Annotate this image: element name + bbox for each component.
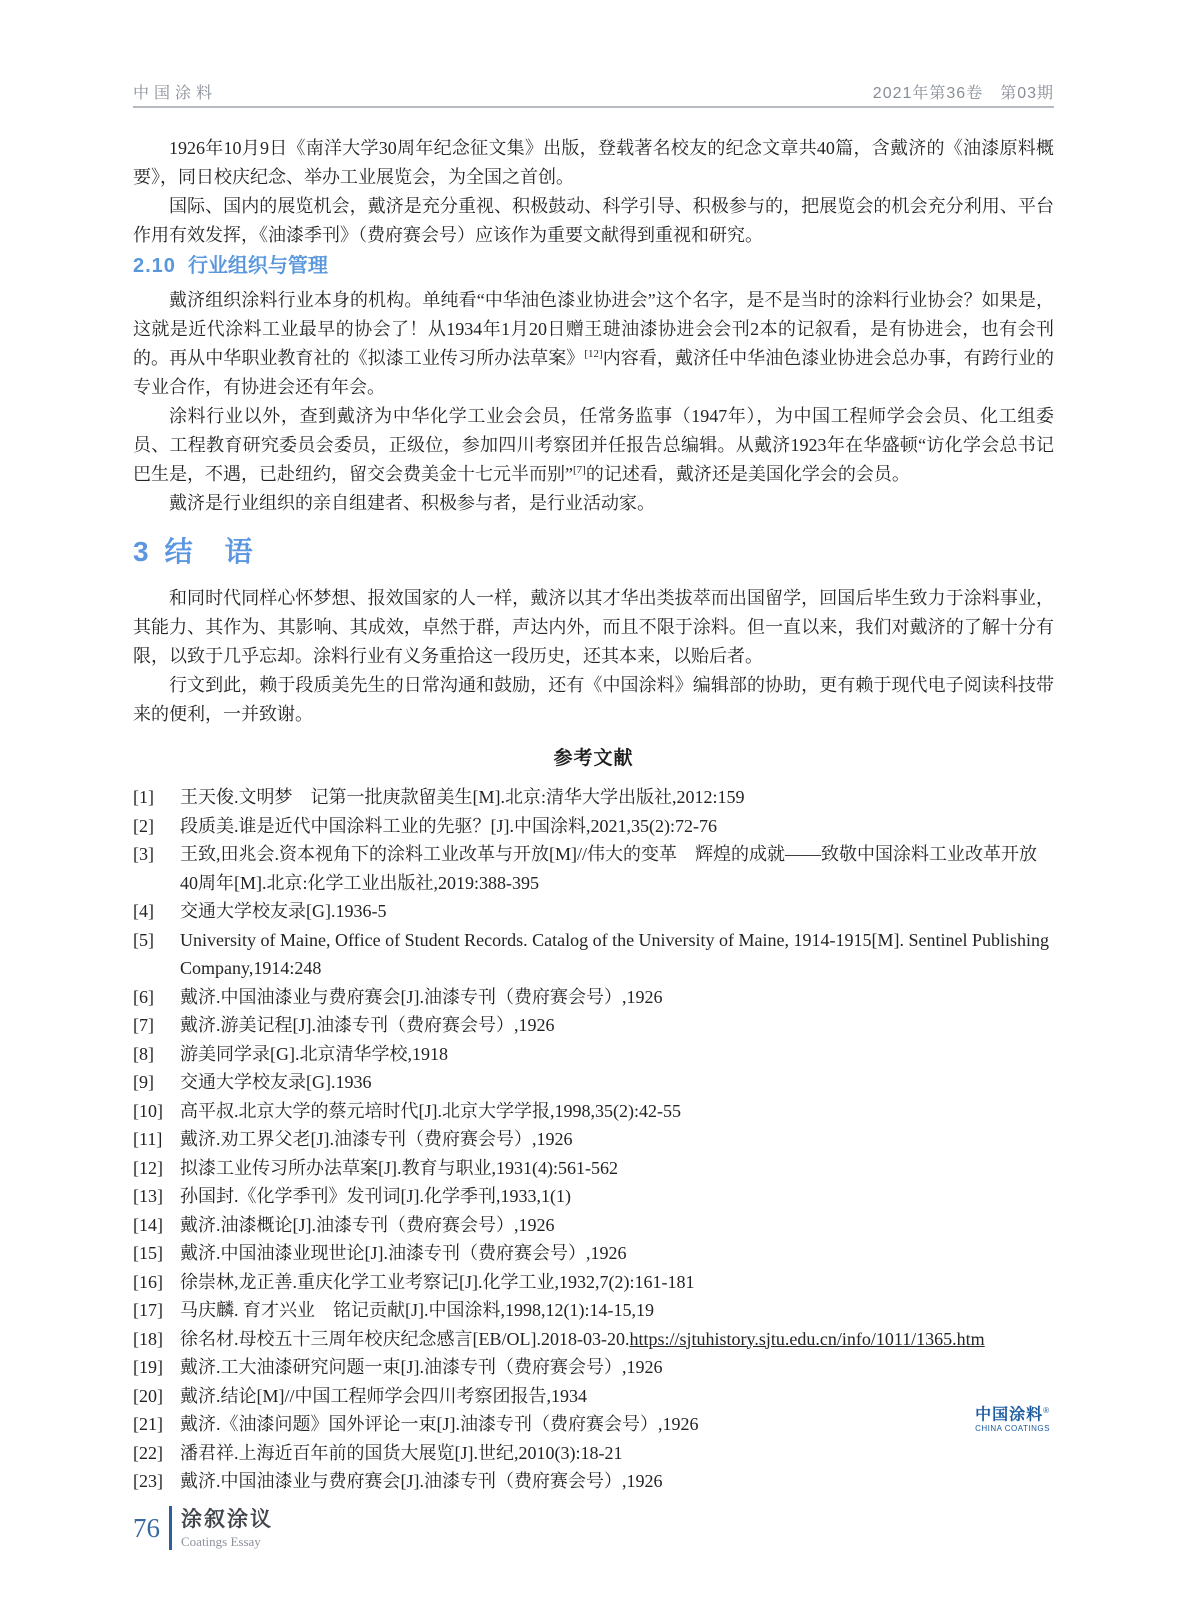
- reference-text: 戴济.劝工界父老[J].油漆专刊（费府赛会号）,1926: [180, 1129, 573, 1149]
- reference-text: University of Maine, Office of Student Records. Catalog of the University of Maine, 1914-1915[M]. Sentinel Publishing Company,1914:248: [180, 929, 1050, 978]
- reference-item: [133, 1125, 1054, 1154]
- footer-column-en: Coatings Essay: [181, 1533, 261, 1549]
- reference-number: [15]: [133, 1243, 163, 1263]
- reference-text: 徐名材.母校五十三周年校庆纪念感言[EB/OL].2018-03-20.: [180, 1328, 630, 1349]
- reference-text: 徐崇林,龙正善.重庆化学工业考察记[J].化学工业,1932,7(2):161-181: [180, 1271, 695, 1292]
- reference-number: [22]: [133, 1442, 163, 1463]
- reference-number: [14]: [133, 1214, 163, 1235]
- reference-text: 交通大学校友录[G].1936-5: [180, 901, 387, 921]
- reference-item: [133, 1011, 1054, 1040]
- reference-number: [3]: [133, 844, 154, 864]
- reference-text: [180, 1325, 1054, 1354]
- reference-text: 交通大学校友录[G].1936: [180, 1072, 372, 1092]
- reference-text: 王致,田兆会.资本视角下的涂料工业改革与开放[M]//伟大的变革 辉煌的成就——致敬中国涂料工业改革开放40周年[M].北京:化学工业出版社,2019:388-395: [180, 844, 1037, 893]
- reference-number: [13]: [133, 1186, 163, 1206]
- reference-item: [133, 1296, 1054, 1325]
- references-heading: 参考文献: [553, 748, 634, 769]
- reference-number: [19]: [133, 1357, 163, 1377]
- paragraph-intro-1: 1926年10月9日《南洋大学30周年纪念征文集》出版，登载著名校友的纪念文章共40篇，含戴济的《油漆原料概要》，同日校庆纪念、举办工业展览会，为全国之首创。: [133, 138, 1054, 187]
- reference-item: [133, 1439, 1054, 1468]
- reference-text: 潘君祥.上海近百年前的国货大展览[J].世纪,2010(3):18-21: [180, 1442, 623, 1463]
- article-body: [133, 134, 1054, 1496]
- reference-number: [1]: [133, 787, 154, 807]
- reference-number: [2]: [133, 815, 154, 836]
- footer-column-block: [181, 1507, 273, 1550]
- reference-item: [133, 812, 1054, 841]
- issue-info: 2021年第36卷 第03期: [872, 85, 1054, 102]
- reference-number: [21]: [133, 1414, 163, 1434]
- logo-name: 中国涂料: [975, 1406, 1044, 1424]
- reference-number: [17]: [133, 1300, 163, 1320]
- reference-item: [133, 1353, 1054, 1382]
- section-number: 2.10: [133, 255, 176, 277]
- section-heading-3: [133, 532, 1054, 572]
- citation-superscript: [12]: [584, 348, 603, 360]
- reference-text: 戴济.结论[M]//中国工程师学会四川考察团报告,1934: [180, 1385, 587, 1406]
- reference-text: 拟漆工业传习所办法草案[J].教育与职业,1931(4):561-562: [180, 1157, 618, 1178]
- reference-item: [133, 1211, 1054, 1240]
- section-title: 行业组织与管理: [187, 255, 328, 277]
- reference-text: 戴济.中国油漆业与费府赛会[J].油漆专刊（费府赛会号）,1926: [180, 986, 663, 1007]
- reference-text: 游美同学录[G].北京清华学校,1918: [180, 1043, 448, 1064]
- paragraph-intro-2: 国际、国内的展览机会，戴济是充分重视、积极鼓动、科学引导、积极参与的，把展览会的机会充分利用、平台作用有效发挥，《油漆季刊》（费府赛会号）应该作为重要文献得到重视和研究。: [133, 196, 1054, 245]
- reference-text: 王天俊.文明梦 记第一批庚款留美生[M].北京:清华大学出版社,2012:159: [180, 787, 745, 807]
- reference-text: 段质美.谁是近代中国涂料工业的先驱？[J].中国涂料,2021,35(2):72-76: [180, 815, 717, 836]
- reference-number: [12]: [133, 1157, 163, 1178]
- page-header: [133, 80, 1054, 103]
- citation-superscript: [7]: [573, 464, 586, 476]
- reference-list: [133, 783, 1054, 1496]
- reference-item: [133, 897, 1054, 926]
- reference-number: [23]: [133, 1471, 163, 1491]
- reference-number: [6]: [133, 986, 154, 1007]
- reference-number: [10]: [133, 1100, 163, 1121]
- china-coatings-logo: [975, 1402, 1050, 1434]
- paragraph-s210-3: 戴济是行业组织的亲自组建者、积极参与者，是行业活动家。: [169, 493, 655, 513]
- paragraph-s3-1: 和同时代同样心怀梦想、报效国家的人一样，戴济以其才华出类拔萃而出国留学，回国后毕生致力于涂料事业，其能力、其作为、其影响、其成效，卓然于群，声达内外，而且不限于涂料。但一直以来，我们对戴济的了解十分有限，以致于几乎忘却。涂料行业有义务重拾这一段历史，还其本来，以贻后者。: [133, 588, 1054, 666]
- reference-item: [133, 1068, 1054, 1097]
- reference-number: [7]: [133, 1015, 154, 1035]
- header-rule: [133, 106, 1054, 108]
- paragraph-text: 涂料行业以外，查到戴济为中华化学工业会会员，任常务监事（1947年），为中国工程师学会会员、化工组委员、工程教育研究委员会委员，正级位，参加四川考察团并任报告总编辑。从戴济1923年在华盛顿“访化学会总书记巴生是，不遇，已赴纽约，留交会费美金十七元半而别”: [133, 406, 1054, 484]
- reference-item: [133, 1097, 1054, 1126]
- paragraph-s3-2: 行文到此，赖于段质美先生的日常沟通和鼓励，还有《中国涂料》编辑部的协助，更有赖于现代电子阅读科技带来的便利，一并致谢。: [133, 675, 1054, 724]
- reference-number: [4]: [133, 901, 154, 921]
- reference-item: [133, 1410, 1054, 1439]
- reference-item: [133, 1182, 1054, 1211]
- reference-item: [133, 1239, 1054, 1268]
- reference-item: [133, 1154, 1054, 1183]
- reference-link[interactable]: https://sjtuhistory.sjtu.edu.cn/info/1011/1365.htm: [629, 1328, 985, 1349]
- section-number: 3: [133, 536, 151, 567]
- reference-item: [133, 1325, 1054, 1354]
- reference-text: 马庆麟. 育才兴业 铭记贡献[J].中国涂料,1998,12(1):14-15,19: [180, 1300, 654, 1320]
- footer-column-cn: 涂叙涂议: [181, 1507, 273, 1531]
- reference-number: [5]: [133, 929, 154, 950]
- section-heading-2-10: [133, 253, 1054, 280]
- footer-divider-bar: [169, 1506, 172, 1550]
- reference-text: 戴济.中国油漆业与费府赛会[J].油漆专刊（费府赛会号）,1926: [180, 1471, 663, 1491]
- reference-item: [133, 983, 1054, 1012]
- reference-number: [8]: [133, 1043, 154, 1064]
- reference-number: [16]: [133, 1271, 163, 1292]
- reference-item: [133, 1467, 1054, 1496]
- registered-trademark-icon: ®: [1043, 1406, 1050, 1415]
- logo-en-text: CHINA COATINGS: [975, 1424, 1050, 1434]
- reference-text: 戴济.游美记程[J].油漆专刊（费府赛会号）,1926: [180, 1015, 555, 1035]
- journal-name: 中国涂料: [133, 85, 218, 102]
- reference-item: [133, 1268, 1054, 1297]
- page-number: 76: [133, 1513, 160, 1543]
- reference-number: [9]: [133, 1072, 154, 1092]
- paragraph-s210-2: [133, 402, 1054, 489]
- reference-item: [133, 1040, 1054, 1069]
- reference-item: [133, 840, 1054, 897]
- reference-text: 高平叔.北京大学的蔡元培时代[J].北京大学学报,1998,35(2):42-55: [180, 1100, 681, 1121]
- page-footer: [133, 1506, 273, 1550]
- reference-item: [133, 783, 1054, 812]
- reference-text: 戴济.油漆概论[J].油漆专刊（费府赛会号）,1926: [180, 1214, 555, 1235]
- reference-number: [18]: [133, 1328, 163, 1349]
- paragraph-text: 戴济组织涂料行业本身的机构。单纯看“中华油色漆业协进会”这个名字，是不是当时的涂料行业协会？如果是，这就是近代涂料工业最早的协会了！从1934年1月20日赠王琎油漆协进会会刊2本的记叙看，是有协进会，也有会刊的。再从中华职业教育社的《拟漆工业传习所办法草案》: [133, 290, 1054, 368]
- reference-number: [20]: [133, 1385, 163, 1406]
- logo-cn-text: [975, 1402, 1050, 1424]
- reference-number: [11]: [133, 1129, 163, 1149]
- paragraph-text: 的记述看，戴济还是美国化学会的会员。: [585, 464, 910, 484]
- reference-text: 孙国封.《化学季刊》发刊词[J].化学季刊,1933,1(1): [180, 1186, 571, 1206]
- reference-text: 戴济.《油漆问题》国外评论一束[J].油漆专刊（费府赛会号）,1926: [180, 1414, 699, 1434]
- reference-item: [133, 926, 1054, 983]
- reference-text: 戴济.中国油漆业现世论[J].油漆专刊（费府赛会号）,1926: [180, 1243, 627, 1263]
- reference-item: [133, 1382, 1054, 1411]
- section-title: 结 语: [164, 536, 255, 567]
- paragraph-text: 内容看，戴济任中华油色漆业协进会总办事，有跨行业的专业合作，有协进会还有年会。: [133, 348, 1055, 397]
- paragraph-s210-1: [133, 286, 1054, 402]
- reference-text: 戴济.工大油漆研究问题一束[J].油漆专刊（费府赛会号）,1926: [180, 1357, 663, 1377]
